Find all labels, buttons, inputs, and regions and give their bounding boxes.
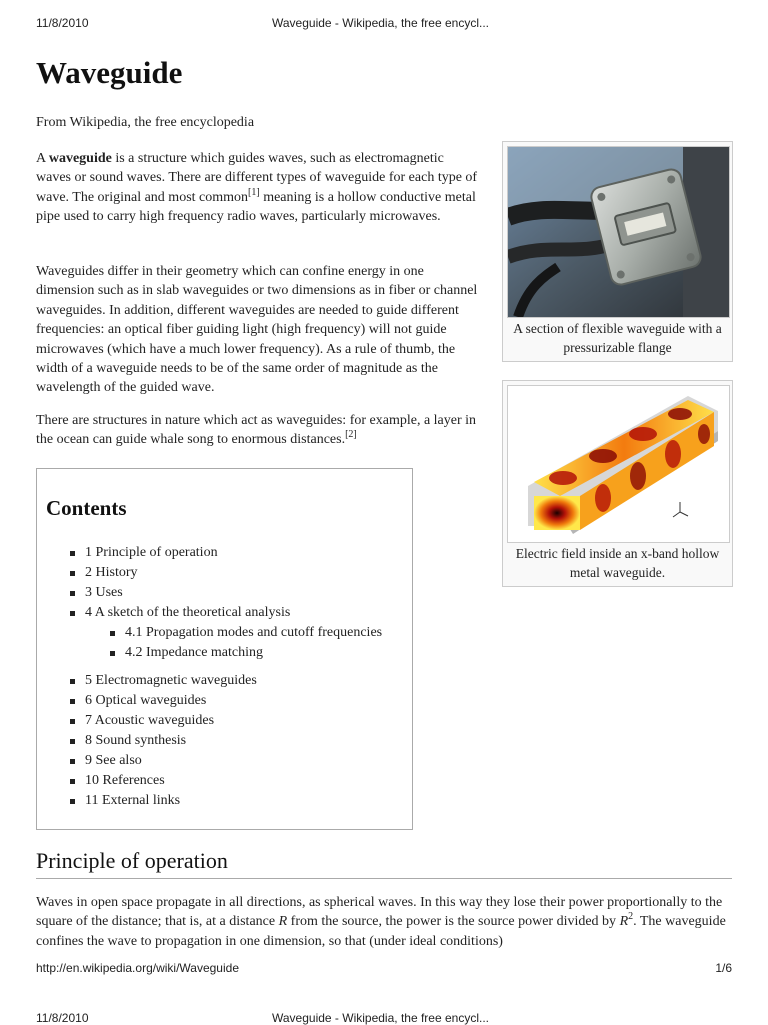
- toc-list: [69, 543, 382, 811]
- p1-text-b: is a structure which guides waves, such as electromagnetic waves or sound waves. There are different types of waveguide for each type of wave. The original and most common: [36, 151, 478, 205]
- toc-item-optical-waveguides[interactable]: 6 Optical waveguides: [69, 691, 382, 711]
- section-text-b: from the source, the power is the source power divided by: [287, 914, 620, 930]
- toc-item-principle-of-operation[interactable]: 1 Principle of operation: [69, 543, 382, 563]
- variable-r-squared: R: [619, 914, 629, 930]
- print-footer-page-number: 1/6: [715, 961, 732, 975]
- toc-item-impedance-matching[interactable]: 4.2 Impedance matching: [69, 643, 382, 663]
- toc-item-references[interactable]: 10 References: [69, 771, 382, 791]
- print-header-date: 11/8/2010: [36, 16, 89, 30]
- citation-link-1[interactable]: [1]: [248, 186, 260, 198]
- section-text-a: Waves in open space propagate in all directions, as spherical waves. In this way they lose their power proportionally to the square of the distance; that is, at a distance: [36, 895, 723, 930]
- article-subtitle: From Wikipedia, the free encyclopedia: [36, 115, 255, 130]
- figure-electric-field: [502, 380, 733, 587]
- toc-item-theoretical-analysis[interactable]: 4 A sketch of the theoretical analysis: [69, 603, 382, 623]
- toc-item-history[interactable]: 2 History: [69, 563, 382, 583]
- citation-link-2[interactable]: [2]: [345, 429, 357, 441]
- next-page-header-date: 11/8/2010: [36, 1011, 89, 1025]
- electric-field-image[interactable]: [507, 385, 730, 543]
- toc-title: Contents: [46, 496, 127, 520]
- toc-item-acoustic-waveguides[interactable]: 7 Acoustic waveguides: [69, 711, 382, 731]
- p1-text-c: meaning is a hollow conductive metal pipe used to carry high frequency radio waves, particularly microwaves.: [36, 189, 476, 225]
- print-header-title: Waveguide - Wikipedia, the free encycl...: [272, 16, 489, 30]
- flexible-waveguide-image[interactable]: [507, 146, 730, 318]
- toc-item-electromagnetic-waveguides[interactable]: 5 Electromagnetic waveguides: [69, 671, 382, 691]
- section-divider: [36, 878, 732, 879]
- intro-paragraph-2: Waveguides differ in their geometry which can confine energy in one dimension such as in slab waveguides or two dimensions as in fiber or channel waveguides. In addition, different waveguides are needed to guide different frequencies: an optical fiber guiding light (high frequency) will not guide microwaves (which have a much lower frequency). As a rule of thumb, the width of a waveguide needs to be of the same order of magnitude as the wavelength of the guided wave.: [36, 264, 478, 396]
- p1-text-a: A: [36, 151, 49, 166]
- p1-bold-term: waveguide: [48, 151, 112, 166]
- figure-flexible-waveguide: [502, 141, 733, 362]
- toc-item-sound-synthesis[interactable]: 8 Sound synthesis: [69, 731, 382, 751]
- next-page-header-title: Waveguide - Wikipedia, the free encycl...: [272, 1011, 489, 1025]
- figure-caption-2: Electric field inside an x-band hollow metal waveguide.: [515, 546, 720, 580]
- intro-paragraph-1: [36, 149, 478, 227]
- section-heading-principle: Principle of operation: [36, 848, 228, 873]
- toc-item-uses[interactable]: 3 Uses: [69, 583, 382, 603]
- section-text-c: . The waveguide confines the wave to propagation in one dimension, so that (under ideal conditions): [36, 914, 726, 949]
- figure-caption-1: A section of flexible waveguide with a pressurizable flange: [513, 321, 722, 355]
- intro-paragraph-3: [36, 411, 478, 450]
- page-title: Waveguide: [36, 55, 183, 90]
- exponent-2: 2: [628, 911, 634, 923]
- toc-item-propagation-modes[interactable]: 4.1 Propagation modes and cutoff frequencies: [69, 623, 382, 643]
- table-of-contents: [36, 468, 413, 830]
- toc-item-external-links[interactable]: 11 External links: [69, 791, 382, 811]
- section-paragraph: [36, 893, 736, 951]
- variable-r: R: [278, 914, 288, 930]
- print-footer-url[interactable]: http://en.wikipedia.org/wiki/Waveguide: [36, 961, 239, 975]
- p3-text: There are structures in nature which act as waveguides: for example, a layer in the ocean can guide whale song to enormous distances.: [36, 413, 477, 448]
- toc-item-see-also[interactable]: 9 See also: [69, 751, 382, 771]
